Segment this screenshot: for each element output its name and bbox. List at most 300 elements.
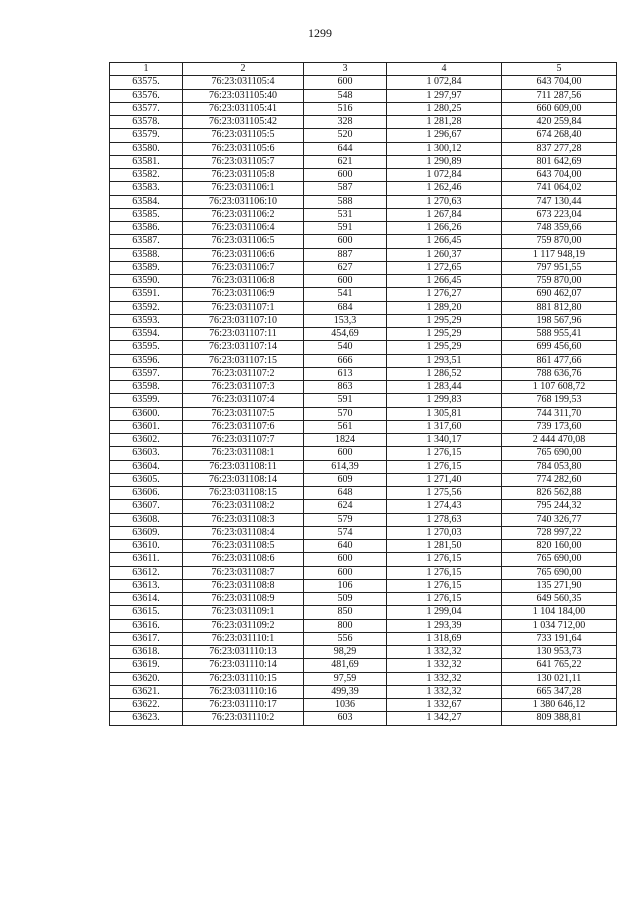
rate-cell: 1 270,63 — [387, 195, 502, 208]
table-row — [110, 553, 617, 566]
rate-cell: 1 340,17 — [387, 434, 502, 447]
table-row — [110, 619, 617, 632]
row-number-cell: 63593. — [110, 314, 183, 327]
value-cell: 759 870,00 — [502, 235, 617, 248]
rate-cell: 1 305,81 — [387, 407, 502, 420]
rate-cell: 1 299,83 — [387, 394, 502, 407]
rate-cell: 1 280,25 — [387, 102, 502, 115]
rate-cell: 1 266,45 — [387, 275, 502, 288]
cadastral-number-cell: 76:23:031108:5 — [183, 540, 304, 553]
table-row — [110, 89, 617, 102]
rate-cell: 1 283,44 — [387, 381, 502, 394]
cadastral-number-cell: 76:23:031108:9 — [183, 593, 304, 606]
rate-cell: 1 276,15 — [387, 566, 502, 579]
rate-cell: 1 295,29 — [387, 328, 502, 341]
area-cell: 863 — [304, 381, 387, 394]
row-number-cell: 63615. — [110, 606, 183, 619]
rate-cell: 1 295,29 — [387, 314, 502, 327]
row-number-cell: 63605. — [110, 473, 183, 486]
table-row — [110, 301, 617, 314]
row-number-cell: 63596. — [110, 354, 183, 367]
rate-cell: 1 270,03 — [387, 526, 502, 539]
cadastral-number-cell: 76:23:031108:2 — [183, 500, 304, 513]
row-number-cell: 63613. — [110, 579, 183, 592]
row-number-cell: 63586. — [110, 222, 183, 235]
cadastral-number-cell: 76:23:031107:3 — [183, 381, 304, 394]
cadastral-number-cell: 76:23:031106:7 — [183, 261, 304, 274]
table-row — [110, 367, 617, 380]
cadastral-number-cell: 76:23:031105:5 — [183, 129, 304, 142]
area-cell: 509 — [304, 593, 387, 606]
rate-cell: 1 276,15 — [387, 447, 502, 460]
area-cell: 600 — [304, 169, 387, 182]
table-row — [110, 76, 617, 89]
cadastral-number-cell: 76:23:031107:4 — [183, 394, 304, 407]
cadastral-number-cell: 76:23:031108:3 — [183, 513, 304, 526]
table-row — [110, 407, 617, 420]
row-number-cell: 63610. — [110, 540, 183, 553]
column-header-1: 1 — [110, 63, 183, 76]
table-row — [110, 434, 617, 447]
value-cell: 837 277,28 — [502, 142, 617, 155]
cadastral-number-cell: 76:23:031108:15 — [183, 487, 304, 500]
cadastral-number-cell: 76:23:031106:2 — [183, 208, 304, 221]
area-cell: 454,69 — [304, 328, 387, 341]
value-cell: 744 311,70 — [502, 407, 617, 420]
rate-cell: 1 266,45 — [387, 235, 502, 248]
row-number-cell: 63575. — [110, 76, 183, 89]
rate-cell: 1 299,04 — [387, 606, 502, 619]
area-cell: 591 — [304, 222, 387, 235]
area-cell: 1824 — [304, 434, 387, 447]
area-cell: 684 — [304, 301, 387, 314]
value-cell: 665 347,28 — [502, 685, 617, 698]
table-row — [110, 261, 617, 274]
table-row — [110, 222, 617, 235]
row-number-cell: 63597. — [110, 367, 183, 380]
value-cell: 788 636,76 — [502, 367, 617, 380]
table-row — [110, 328, 617, 341]
area-cell: 556 — [304, 632, 387, 645]
row-number-cell: 63623. — [110, 712, 183, 725]
row-number-cell: 63601. — [110, 420, 183, 433]
row-number-cell: 63607. — [110, 500, 183, 513]
value-cell: 765 690,00 — [502, 447, 617, 460]
rate-cell: 1 274,43 — [387, 500, 502, 513]
value-cell: 2 444 470,08 — [502, 434, 617, 447]
row-number-cell: 63604. — [110, 460, 183, 473]
rate-cell: 1 276,27 — [387, 288, 502, 301]
rate-cell: 1 276,15 — [387, 460, 502, 473]
table-row — [110, 672, 617, 685]
rate-cell: 1 295,29 — [387, 341, 502, 354]
value-cell: 130 021,11 — [502, 672, 617, 685]
cadastral-number-cell: 76:23:031109:1 — [183, 606, 304, 619]
row-number-cell: 63592. — [110, 301, 183, 314]
rate-cell: 1 276,15 — [387, 593, 502, 606]
rate-cell: 1 281,50 — [387, 540, 502, 553]
rate-cell: 1 332,67 — [387, 699, 502, 712]
row-number-cell: 63585. — [110, 208, 183, 221]
table-row — [110, 659, 617, 672]
row-number-cell: 63612. — [110, 566, 183, 579]
area-cell: 540 — [304, 341, 387, 354]
table-row — [110, 102, 617, 115]
table-row — [110, 341, 617, 354]
value-cell: 740 326,77 — [502, 513, 617, 526]
cadastral-number-cell: 76:23:031110:16 — [183, 685, 304, 698]
area-cell: 98,29 — [304, 646, 387, 659]
row-number-cell: 63602. — [110, 434, 183, 447]
cadastral-number-cell: 76:23:031107:11 — [183, 328, 304, 341]
area-cell: 609 — [304, 473, 387, 486]
table-header — [110, 63, 617, 76]
cadastral-number-cell: 76:23:031108:1 — [183, 447, 304, 460]
cadastral-number-cell: 76:23:031107:10 — [183, 314, 304, 327]
value-cell: 826 562,88 — [502, 487, 617, 500]
table-row — [110, 155, 617, 168]
cadastral-number-cell: 76:23:031110:15 — [183, 672, 304, 685]
cadastral-number-cell: 76:23:031110:14 — [183, 659, 304, 672]
value-cell: 797 951,55 — [502, 261, 617, 274]
value-cell: 774 282,60 — [502, 473, 617, 486]
row-number-cell: 63578. — [110, 116, 183, 129]
value-cell: 699 456,60 — [502, 341, 617, 354]
row-number-cell: 63581. — [110, 155, 183, 168]
cadastral-number-cell: 76:23:031106:1 — [183, 182, 304, 195]
cadastral-number-cell: 76:23:031107:7 — [183, 434, 304, 447]
value-cell: 759 870,00 — [502, 275, 617, 288]
value-cell: 861 477,66 — [502, 354, 617, 367]
row-number-cell: 63598. — [110, 381, 183, 394]
value-cell: 768 199,53 — [502, 394, 617, 407]
row-number-cell: 63606. — [110, 487, 183, 500]
cadastral-number-cell: 76:23:031105:4 — [183, 76, 304, 89]
table-row — [110, 182, 617, 195]
rate-cell: 1 296,67 — [387, 129, 502, 142]
cadastral-number-cell: 76:23:031106:8 — [183, 275, 304, 288]
area-cell: 561 — [304, 420, 387, 433]
value-cell: 198 567,96 — [502, 314, 617, 327]
data-table — [109, 62, 617, 726]
cadastral-number-cell: 76:23:031108:14 — [183, 473, 304, 486]
cadastral-number-cell: 76:23:031110:2 — [183, 712, 304, 725]
cadastral-number-cell: 76:23:031107:15 — [183, 354, 304, 367]
area-cell: 800 — [304, 619, 387, 632]
table-row — [110, 354, 617, 367]
area-cell: 541 — [304, 288, 387, 301]
value-cell: 733 191,64 — [502, 632, 617, 645]
area-cell: 640 — [304, 540, 387, 553]
area-cell: 1036 — [304, 699, 387, 712]
area-cell: 516 — [304, 102, 387, 115]
area-cell: 587 — [304, 182, 387, 195]
value-cell: 765 690,00 — [502, 553, 617, 566]
table-row — [110, 712, 617, 725]
row-number-cell: 63576. — [110, 89, 183, 102]
value-cell: 660 609,00 — [502, 102, 617, 115]
table-row — [110, 632, 617, 645]
table-row — [110, 646, 617, 659]
row-number-cell: 63595. — [110, 341, 183, 354]
area-cell: 621 — [304, 155, 387, 168]
cadastral-number-cell: 76:23:031105:41 — [183, 102, 304, 115]
area-cell: 613 — [304, 367, 387, 380]
value-cell: 820 160,00 — [502, 540, 617, 553]
table-row — [110, 606, 617, 619]
rate-cell: 1 286,52 — [387, 367, 502, 380]
rate-cell: 1 290,89 — [387, 155, 502, 168]
row-number-cell: 63579. — [110, 129, 183, 142]
table-row — [110, 566, 617, 579]
area-cell: 106 — [304, 579, 387, 592]
row-number-cell: 63584. — [110, 195, 183, 208]
value-cell: 130 953,73 — [502, 646, 617, 659]
rate-cell: 1 266,26 — [387, 222, 502, 235]
area-cell: 666 — [304, 354, 387, 367]
area-cell: 481,69 — [304, 659, 387, 672]
row-number-cell: 63582. — [110, 169, 183, 182]
value-cell: 135 271,90 — [502, 579, 617, 592]
rate-cell: 1 276,15 — [387, 579, 502, 592]
value-cell: 881 812,80 — [502, 301, 617, 314]
row-number-cell: 63603. — [110, 447, 183, 460]
cadastral-number-cell: 76:23:031105:42 — [183, 116, 304, 129]
row-number-cell: 63600. — [110, 407, 183, 420]
row-number-cell: 63591. — [110, 288, 183, 301]
table-row — [110, 473, 617, 486]
cadastral-number-cell: 76:23:031110:1 — [183, 632, 304, 645]
area-cell: 591 — [304, 394, 387, 407]
value-cell: 673 223,04 — [502, 208, 617, 221]
row-number-cell: 63609. — [110, 526, 183, 539]
table-row — [110, 460, 617, 473]
rate-cell: 1 281,28 — [387, 116, 502, 129]
area-cell: 600 — [304, 447, 387, 460]
table-row — [110, 169, 617, 182]
cadastral-number-cell: 76:23:031105:7 — [183, 155, 304, 168]
area-cell: 614,39 — [304, 460, 387, 473]
row-number-cell: 63621. — [110, 685, 183, 698]
area-cell: 531 — [304, 208, 387, 221]
table-row — [110, 513, 617, 526]
rate-cell: 1 272,65 — [387, 261, 502, 274]
value-cell: 1 107 608,72 — [502, 381, 617, 394]
row-number-cell: 63588. — [110, 248, 183, 261]
table-row — [110, 699, 617, 712]
table-row — [110, 579, 617, 592]
table-body — [110, 76, 617, 725]
value-cell: 643 704,00 — [502, 169, 617, 182]
value-cell: 747 130,44 — [502, 195, 617, 208]
rate-cell: 1 289,20 — [387, 301, 502, 314]
page-number: 1299 — [308, 26, 332, 40]
table-row — [110, 235, 617, 248]
cadastral-number-cell: 76:23:031107:1 — [183, 301, 304, 314]
value-cell: 795 244,32 — [502, 500, 617, 513]
value-cell: 1 034 712,00 — [502, 619, 617, 632]
row-number-cell: 63608. — [110, 513, 183, 526]
value-cell: 748 359,66 — [502, 222, 617, 235]
table-row — [110, 593, 617, 606]
value-cell: 801 642,69 — [502, 155, 617, 168]
area-cell: 600 — [304, 566, 387, 579]
area-cell: 600 — [304, 553, 387, 566]
column-header-2: 2 — [183, 63, 304, 76]
cadastral-number-cell: 76:23:031108:8 — [183, 579, 304, 592]
cadastral-number-cell: 76:23:031108:4 — [183, 526, 304, 539]
area-cell: 574 — [304, 526, 387, 539]
table-row — [110, 447, 617, 460]
row-number-cell: 63580. — [110, 142, 183, 155]
value-cell: 711 287,56 — [502, 89, 617, 102]
area-cell: 499,39 — [304, 685, 387, 698]
value-cell: 588 955,41 — [502, 328, 617, 341]
row-number-cell: 63622. — [110, 699, 183, 712]
cadastral-number-cell: 76:23:031108:11 — [183, 460, 304, 473]
row-number-cell: 63611. — [110, 553, 183, 566]
table-row — [110, 208, 617, 221]
cadastral-number-cell: 76:23:031106:5 — [183, 235, 304, 248]
area-cell: 624 — [304, 500, 387, 513]
area-cell: 520 — [304, 129, 387, 142]
table-row — [110, 381, 617, 394]
value-cell: 1 104 184,00 — [502, 606, 617, 619]
area-cell: 600 — [304, 275, 387, 288]
rate-cell: 1 072,84 — [387, 169, 502, 182]
table-row — [110, 420, 617, 433]
table-row — [110, 526, 617, 539]
value-cell: 1 117 948,19 — [502, 248, 617, 261]
area-cell: 627 — [304, 261, 387, 274]
cadastral-number-cell: 76:23:031106:10 — [183, 195, 304, 208]
cadastral-number-cell: 76:23:031108:7 — [183, 566, 304, 579]
cadastral-number-cell: 76:23:031106:9 — [183, 288, 304, 301]
cadastral-number-cell: 76:23:031105:8 — [183, 169, 304, 182]
value-cell: 649 560,35 — [502, 593, 617, 606]
area-cell: 570 — [304, 407, 387, 420]
value-cell: 643 704,00 — [502, 76, 617, 89]
table-row — [110, 195, 617, 208]
rate-cell: 1 332,32 — [387, 685, 502, 698]
table-row — [110, 275, 617, 288]
rate-cell: 1 271,40 — [387, 473, 502, 486]
rate-cell: 1 267,84 — [387, 208, 502, 221]
row-number-cell: 63589. — [110, 261, 183, 274]
area-cell: 588 — [304, 195, 387, 208]
area-cell: 600 — [304, 235, 387, 248]
column-header-3: 3 — [304, 63, 387, 76]
rate-cell: 1 318,69 — [387, 632, 502, 645]
value-cell: 741 064,02 — [502, 182, 617, 195]
value-cell: 784 053,80 — [502, 460, 617, 473]
rate-cell: 1 293,51 — [387, 354, 502, 367]
value-cell: 420 259,84 — [502, 116, 617, 129]
header-row — [110, 63, 617, 76]
table-row — [110, 540, 617, 553]
rate-cell: 1 332,32 — [387, 659, 502, 672]
table-row — [110, 685, 617, 698]
row-number-cell: 63583. — [110, 182, 183, 195]
cadastral-number-cell: 76:23:031105:6 — [183, 142, 304, 155]
area-cell: 850 — [304, 606, 387, 619]
value-cell: 690 462,07 — [502, 288, 617, 301]
rate-cell: 1 342,27 — [387, 712, 502, 725]
value-cell: 765 690,00 — [502, 566, 617, 579]
table-row — [110, 116, 617, 129]
area-cell: 97,59 — [304, 672, 387, 685]
area-cell: 648 — [304, 487, 387, 500]
row-number-cell: 63614. — [110, 593, 183, 606]
cadastral-number-cell: 76:23:031107:6 — [183, 420, 304, 433]
table-row — [110, 142, 617, 155]
value-cell: 728 997,22 — [502, 526, 617, 539]
cadastral-number-cell: 76:23:031106:4 — [183, 222, 304, 235]
cadastral-number-cell: 76:23:031107:5 — [183, 407, 304, 420]
cadastral-number-cell: 76:23:031107:2 — [183, 367, 304, 380]
area-cell: 548 — [304, 89, 387, 102]
cadastral-number-cell: 76:23:031106:6 — [183, 248, 304, 261]
rate-cell: 1 293,39 — [387, 619, 502, 632]
cadastral-number-cell: 76:23:031108:6 — [183, 553, 304, 566]
rate-cell: 1 332,32 — [387, 672, 502, 685]
rate-cell: 1 278,63 — [387, 513, 502, 526]
table-row — [110, 288, 617, 301]
cadastral-number-cell: 76:23:031107:14 — [183, 341, 304, 354]
rate-cell: 1 275,56 — [387, 487, 502, 500]
column-header-4: 4 — [387, 63, 502, 76]
value-cell: 739 173,60 — [502, 420, 617, 433]
rate-cell: 1 297,97 — [387, 89, 502, 102]
table-row — [110, 394, 617, 407]
row-number-cell: 63599. — [110, 394, 183, 407]
area-cell: 579 — [304, 513, 387, 526]
area-cell: 153,3 — [304, 314, 387, 327]
rate-cell: 1 276,15 — [387, 553, 502, 566]
area-cell: 644 — [304, 142, 387, 155]
table-row — [110, 500, 617, 513]
rate-cell: 1 260,37 — [387, 248, 502, 261]
row-number-cell: 63619. — [110, 659, 183, 672]
cadastral-number-cell: 76:23:031105:40 — [183, 89, 304, 102]
cadastral-number-cell: 76:23:031109:2 — [183, 619, 304, 632]
area-cell: 887 — [304, 248, 387, 261]
cadastral-number-cell: 76:23:031110:13 — [183, 646, 304, 659]
area-cell: 328 — [304, 116, 387, 129]
rate-cell: 1 300,12 — [387, 142, 502, 155]
value-cell: 674 268,40 — [502, 129, 617, 142]
area-cell: 600 — [304, 76, 387, 89]
row-number-cell: 63617. — [110, 632, 183, 645]
value-cell: 809 388,81 — [502, 712, 617, 725]
table-row — [110, 314, 617, 327]
value-cell: 641 765,22 — [502, 659, 617, 672]
value-cell: 1 380 646,12 — [502, 699, 617, 712]
table-row — [110, 487, 617, 500]
table-row — [110, 129, 617, 142]
row-number-cell: 63594. — [110, 328, 183, 341]
row-number-cell: 63587. — [110, 235, 183, 248]
rate-cell: 1 262,46 — [387, 182, 502, 195]
table-row — [110, 248, 617, 261]
row-number-cell: 63590. — [110, 275, 183, 288]
rate-cell: 1 317,60 — [387, 420, 502, 433]
area-cell: 603 — [304, 712, 387, 725]
rate-cell: 1 332,32 — [387, 646, 502, 659]
cadastral-number-cell: 76:23:031110:17 — [183, 699, 304, 712]
row-number-cell: 63616. — [110, 619, 183, 632]
rate-cell: 1 072,84 — [387, 76, 502, 89]
